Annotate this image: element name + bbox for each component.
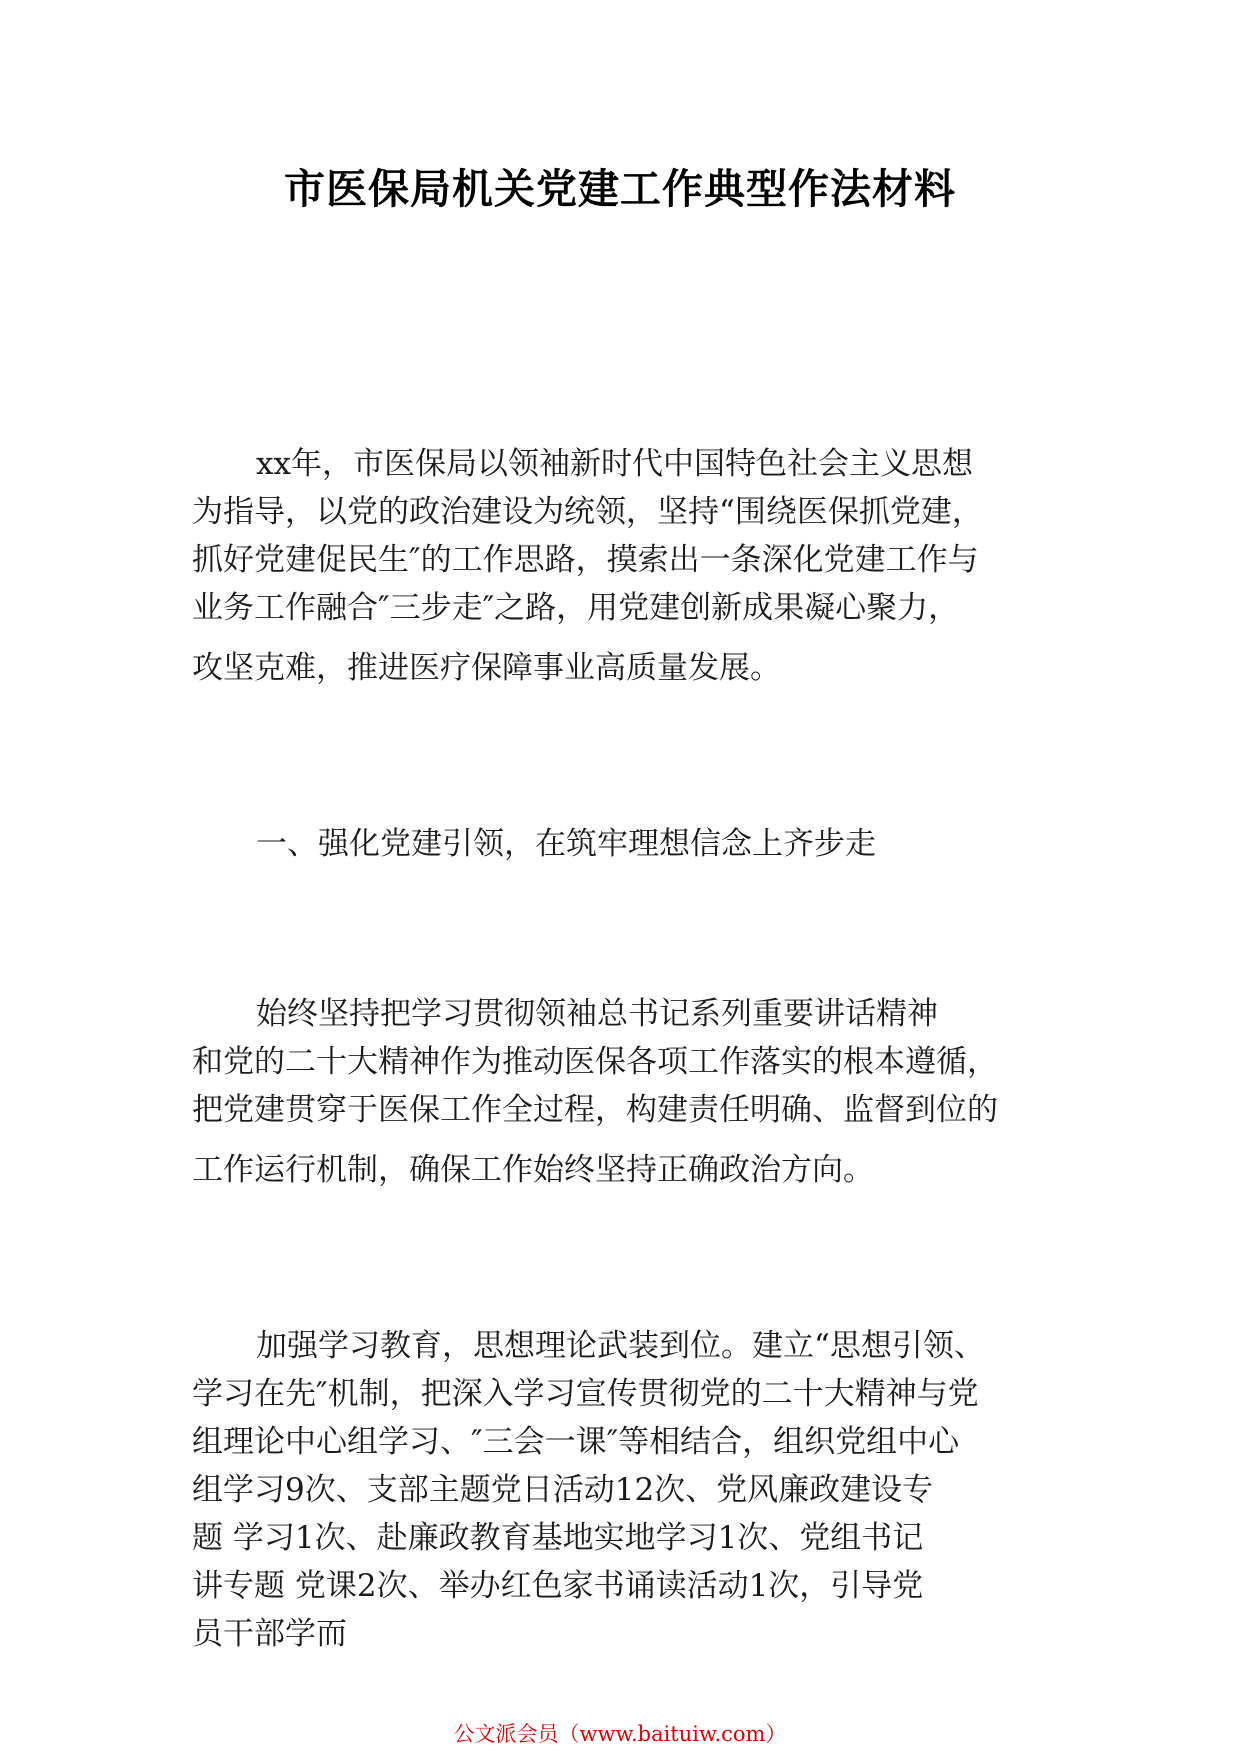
paragraph-line: xx年，市医保局以领袖新时代中国特色社会主义思想 <box>256 446 973 482</box>
paragraph-line: 组学习9次、支部主题党日活动12次、党风廉政建设专 <box>192 1472 934 1508</box>
paragraph-line: 组理论中心组学习、″三会一课″等相结合，组织党组中心 <box>192 1424 960 1460</box>
paragraph-study <box>192 1322 1062 1658</box>
paragraph-line: 始终坚持把学习贯彻领袖总书记系列重要讲话精神 <box>256 996 938 1032</box>
paragraph-line: 为指导，以党的政治建设为统领，坚持“围绕医保抓党建， <box>192 494 983 530</box>
paragraph-line: 抓好党建促民生″的工作思路，摸索出一条深化党建工作与 <box>192 542 979 578</box>
paragraph-line: 题 学习1次、赴廉政教育基地实地学习1次、党组书记 <box>192 1520 924 1556</box>
paragraph-line: 工作运行机制，确保工作始终坚持正确政治方向。 <box>192 1152 874 1188</box>
document-title: 市医保局机关党建工作典型作法材料 <box>284 165 956 213</box>
paragraph-line: 讲专题 党课2次、举办红色家书诵读活动1次，引导党 <box>192 1568 924 1604</box>
footer-watermark-link[interactable]: 公文派会员（www.baituiw.com） <box>453 1722 787 1746</box>
paragraph-intro <box>192 440 1062 692</box>
paragraph-line: 业务工作融合″三步走″之路，用党建创新成果凝心聚力， <box>192 590 960 626</box>
paragraph-line: 把党建贯穿于医保工作全过程，构建责任明确、监督到位的 <box>192 1092 998 1128</box>
section-heading-text: 一、强化党建引领，在筑牢理想信念上齐步走 <box>256 826 876 862</box>
paragraph-line: 和党的二十大精神作为推动医保各项工作落实的根本遵循， <box>192 1044 998 1080</box>
paragraph-line: 员干部学而 <box>192 1616 347 1652</box>
paragraph-line: 学习在先″机制，把深入学习宣传贯彻党的二十大精神与党 <box>192 1376 979 1412</box>
paragraph-line: 加强学习教育，思想理论武装到位。建立“思想引领、 <box>256 1328 985 1364</box>
section-heading <box>192 820 1062 868</box>
paragraph-line: 攻坚克难，推进医疗保障事业高质量发展。 <box>192 650 781 686</box>
paragraph-section-1 <box>192 990 1062 1194</box>
